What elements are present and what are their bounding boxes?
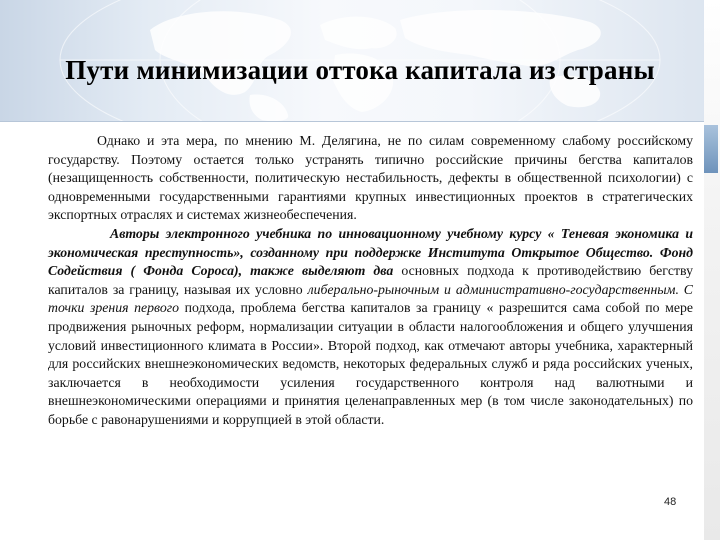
header-divider [0,121,720,122]
page-number: 48 [664,496,677,508]
paragraph-2-text-c: подхода, проблема бегства капиталов за границу « разрешится сама собой по мере продвижения рыночных реформ, нормализации ситуации в области налогообложения и общего улучшения условий инвестиционного климата в России». Второй подход, как отмечают авторы учебника, характерный для российских внешнеэкономических ведомств, некоторых федеральных служб и ряда российских ученых, заключается в необходимости усиления государственного контроля над валютными и внешнеэкономическими операциями и принятия целенаправленных мер (в том числе законодательных) по борьбе с равонарушениями и коррупцией в этой области. [48,300,694,427]
slide-body [48,132,693,430]
right-accent-stripe [704,125,718,173]
paragraph-2-italic-a: либерально-рыночным и административно-государственным. [307,281,679,297]
paragraph-2 [48,225,693,430]
paragraph-2-italic-b: С точки зрения первого [48,281,693,316]
header-banner [0,0,720,122]
paragraph-1: Однако и эта мера, по мнению М. Делягина, не по силам современному слабому российскому государству. Поэтому остается только устранять типично российские причины бегства капиталов (незащищенность собственности, политическую нестабильность, дефекты в общественной психологии) с одновременными государственными гарантиями крупных инвестиционных проектов в стратегических экспортных отраслях и системах жизнеобеспечения. [48,133,693,223]
paragraph-2-bold-intro: Авторы электронного учебника по инновационному учебному курсу « Теневая экономика и экономическая преступность», созданному при поддержке Института Открытое Общество. Фонд Содействия ( Фонда Сороса), также выделяют два [48,225,693,279]
paragraph-2-text-a: основных подхода к противодействию бегству капиталов за границу, называя их условно [48,263,693,297]
right-edge-bar [704,0,720,540]
slide-title: Пути минимизации оттока капитала из страны [65,55,655,85]
